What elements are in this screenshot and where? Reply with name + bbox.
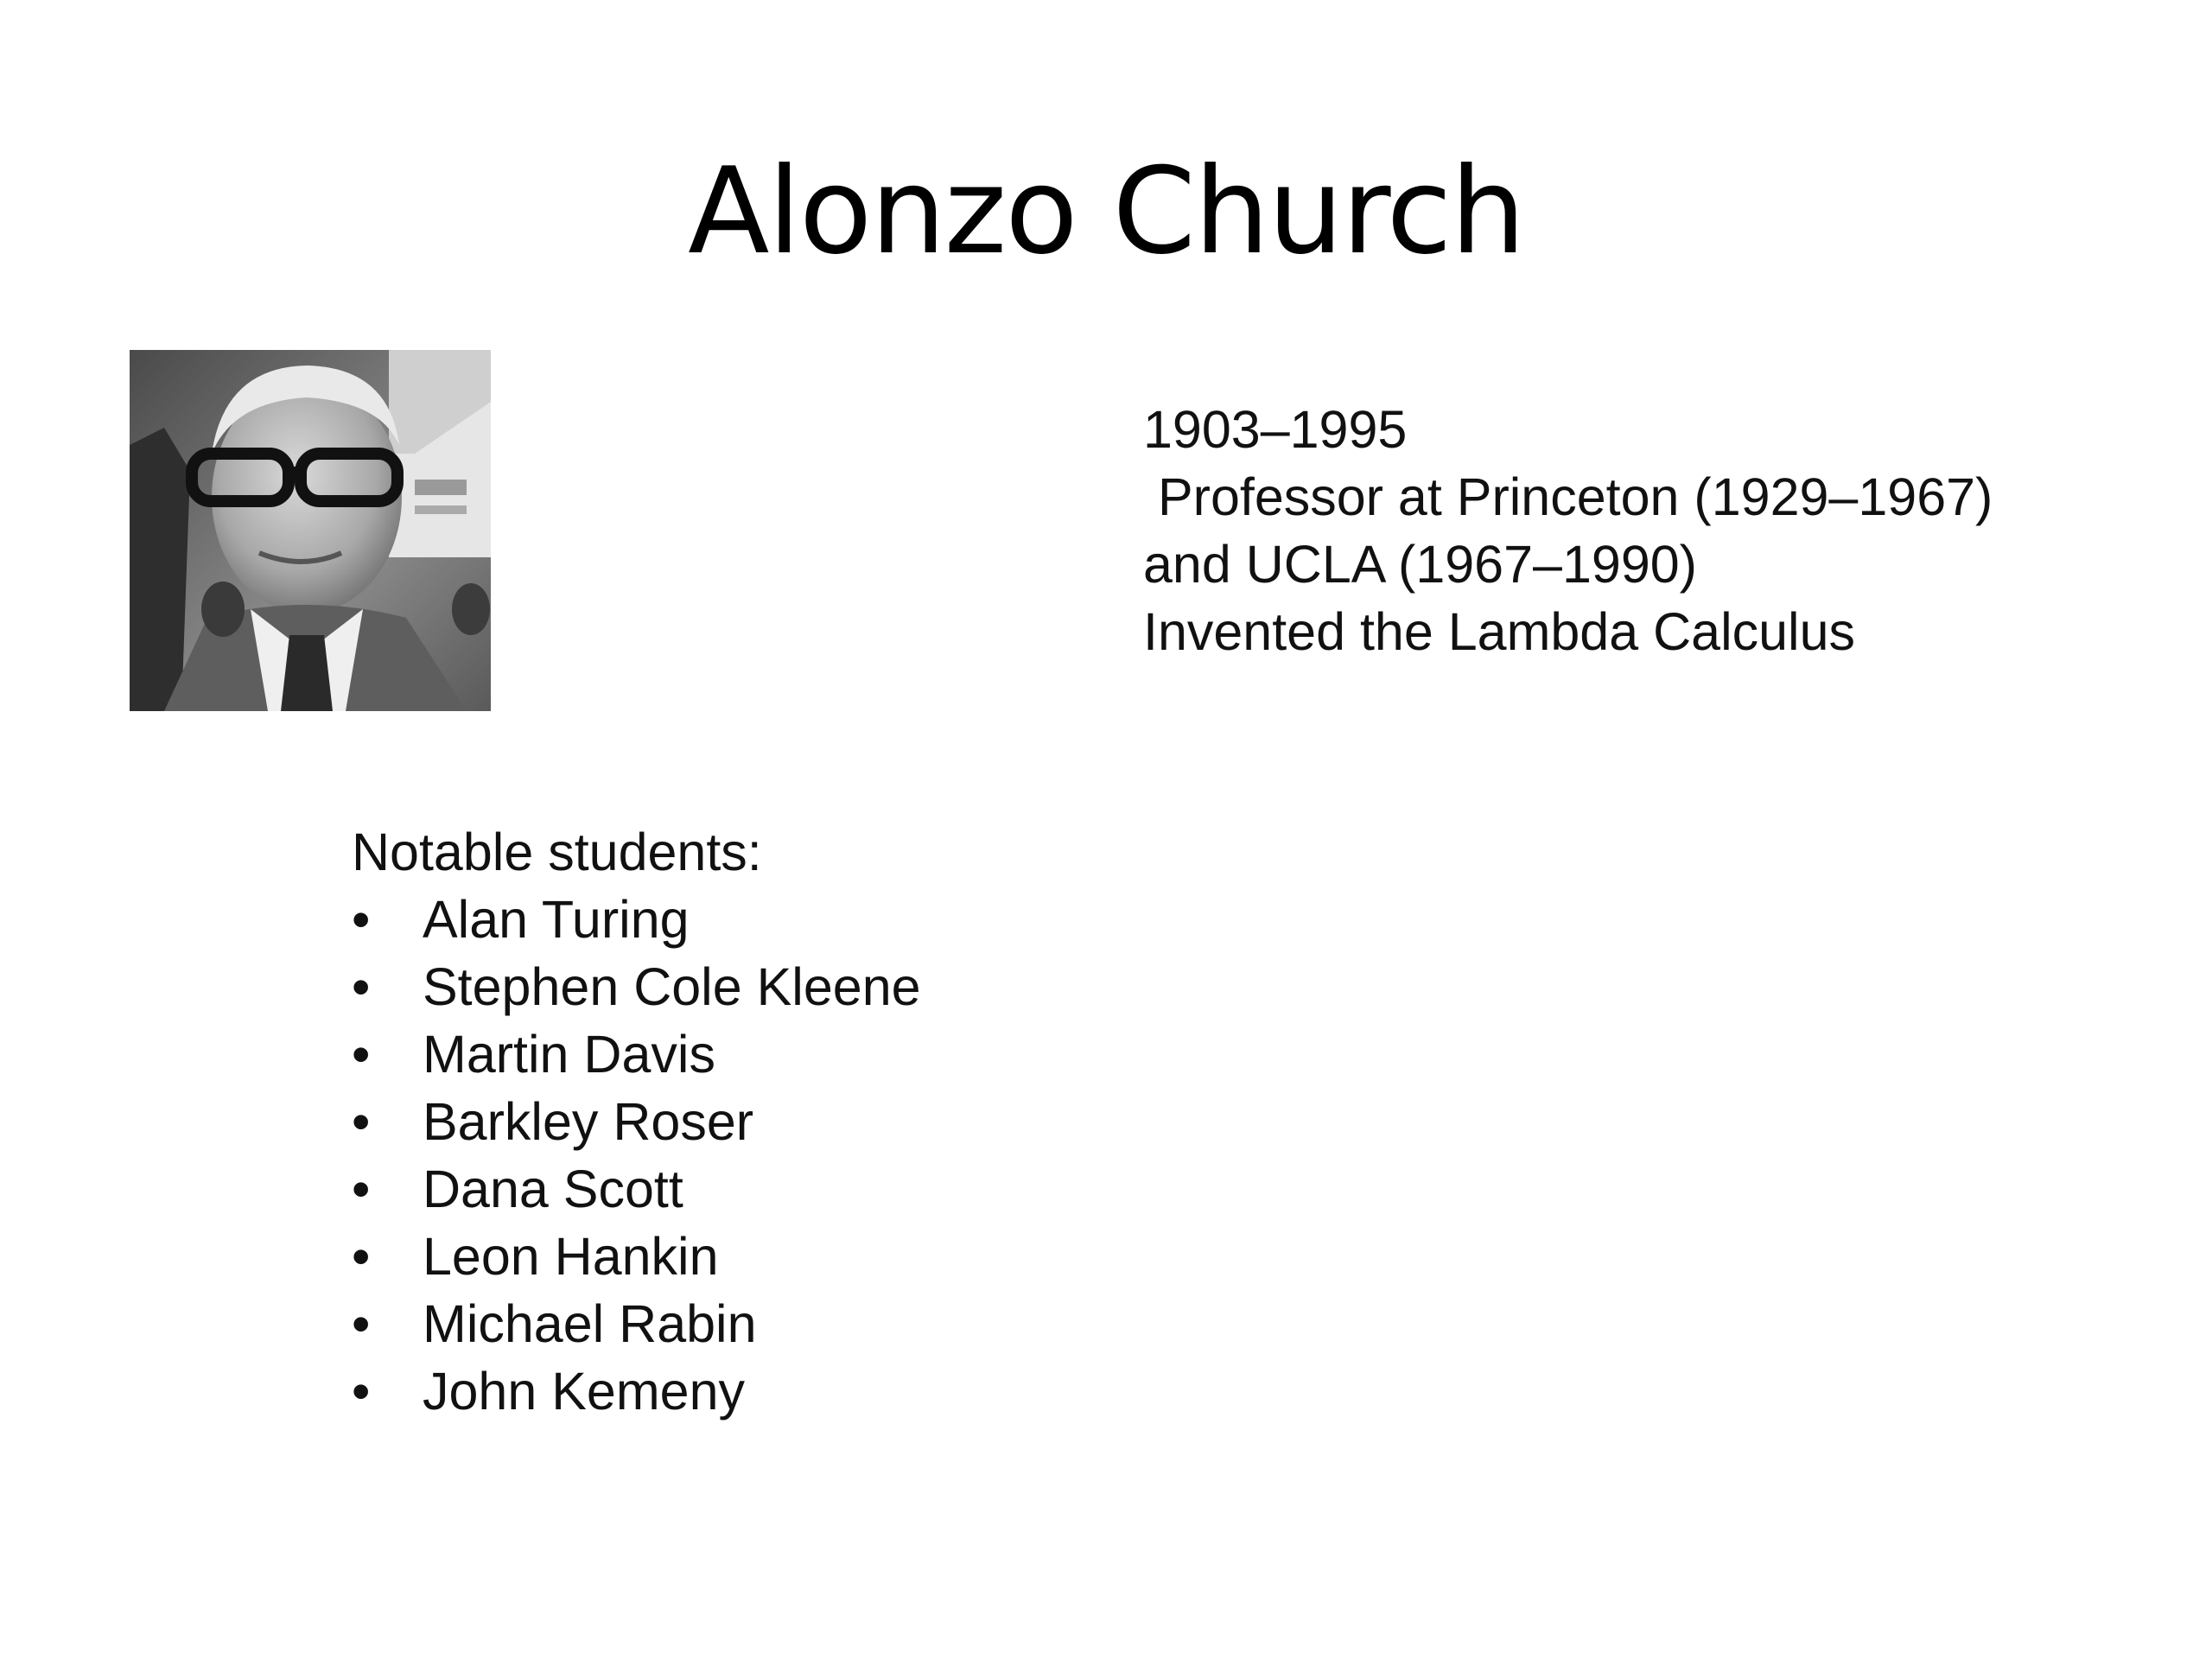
students-heading: Notable students: — [352, 823, 762, 881]
list-item — [352, 1088, 1216, 1155]
student-name: Alan Turing — [423, 890, 690, 949]
list-item — [352, 886, 1216, 953]
bio-line-princeton: Professor at Princeton (1929–1967) — [1143, 467, 1993, 526]
student-name: Michael Rabin — [423, 1294, 757, 1353]
list-item — [352, 1223, 1216, 1290]
portrait-photo-icon — [130, 350, 491, 711]
portrait-photo — [130, 350, 491, 711]
student-name: Dana Scott — [423, 1160, 683, 1218]
slide-title: Alonzo Church — [688, 142, 1524, 281]
notable-students — [352, 818, 1216, 1425]
bullet-icon: • — [352, 1227, 371, 1286]
bio-line-lambda: Invented the Lambda Calculus — [1143, 602, 1856, 661]
bullet-icon: • — [352, 1362, 371, 1421]
bio-text — [1143, 396, 2180, 665]
bio-line-years: 1903–1995 — [1143, 400, 1408, 459]
bullet-icon: • — [352, 1092, 371, 1151]
student-name: John Kemeny — [423, 1362, 745, 1421]
list-item — [352, 1155, 1216, 1223]
bullet-icon: • — [352, 1160, 371, 1218]
bullet-icon: • — [352, 1294, 371, 1353]
student-name: Leon Hankin — [423, 1227, 719, 1286]
bullet-icon: • — [352, 1025, 371, 1084]
list-item — [352, 1290, 1216, 1357]
student-name: Martin Davis — [423, 1025, 715, 1084]
list-item — [352, 1020, 1216, 1088]
student-name: Stephen Cole Kleene — [423, 957, 921, 1016]
bullet-icon: • — [352, 957, 371, 1016]
students-list — [352, 886, 1216, 1425]
list-item — [352, 953, 1216, 1020]
bullet-icon: • — [352, 890, 371, 949]
student-name: Barkley Roser — [423, 1092, 754, 1151]
list-item — [352, 1357, 1216, 1425]
bio-line-ucla: and UCLA (1967–1990) — [1143, 535, 1697, 594]
